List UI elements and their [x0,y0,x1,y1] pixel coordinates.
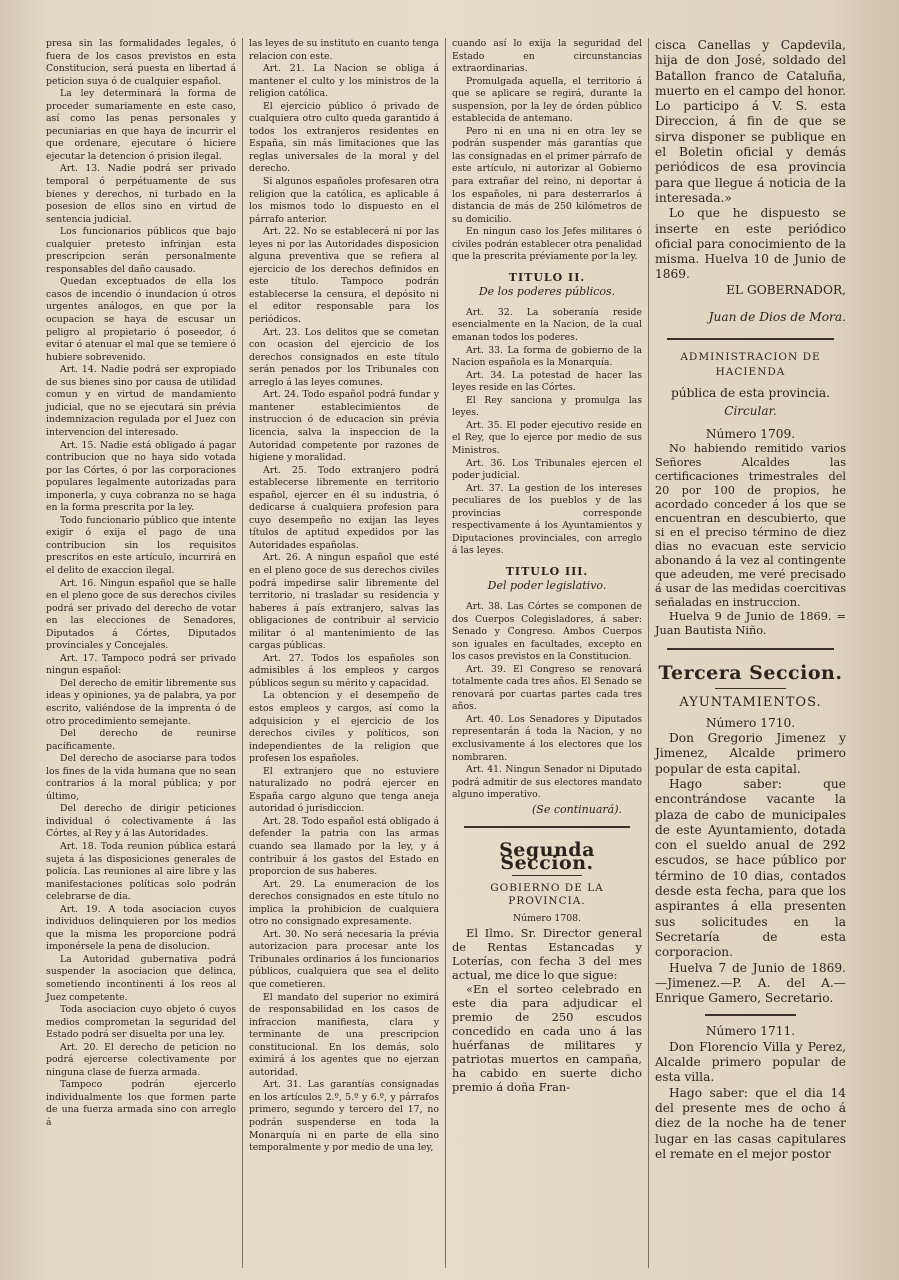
paragraph: Del derecho de asociarse para todos los fines de la vida humana que no sean contrarios á la moral pública; y por último, [46,753,236,802]
paragraph: La ley determinará la forma de proceder sumariamente en este caso, así como las penas personales y pecuniarias en que haya de incurrir el que ordenare, ejecutare ó hiciere ejecutar la detencion ó prision ilegal. [46,88,236,162]
column-3 [446,38,649,1268]
governor-name: Juan de Dios de Mora. [708,310,846,325]
paragraph: Art. 19. A toda asociacion cuyos individuos delinquieren por los medios que la misma les proporcione podrá imponérsele la pena de disolucion. [46,903,236,953]
paragraph: Art. 37. La gestion de los intereses peculiares de los pueblos y de las provincias corresponde respectivamente á los Ayuntamientos y Diputaciones provinciales, con arreglo á las leyes. [452,482,642,557]
paragraph: El extranjero que no estuviere naturalizado no podrá ejercer en España cargo alguno que tenga aneja autoridad ó jurisdiccion. [249,765,439,815]
paragraph: Art. 20. El derecho de peticion no podrá ejercerse colectivamente por ninguna clase de fuerza armada. [46,1041,236,1078]
paragraph: Art. 36. Los Tribunales ejercen el poder judicial. [452,457,642,482]
continued-note: (Se continuará). [532,802,622,816]
paragraph: Art. 39. El Congreso se renovará totalmente cada tres años. El Senado se renovará por cuartas partes cada tres años. [452,663,642,713]
paragraph: Lo que he dispuesto se inserte en este periódico oficial para conocimiento de la misma. Huelva 10 de Junio de 1869. [655,206,846,282]
paragraph: Art. 26. A ningun español que esté en el pleno goce de sus derechos civiles podrá impedirse salir libremente del territorio, ni trasladar su residencia y haberes á país extranjero, salvas las obligaciones de contribuir al servicio militar ó al mantenimiento de las cargas públicas. [249,552,439,652]
notice-number: Número 1709. [705,426,796,441]
paragraph: Art. 34. La potestad de hacer las leyes reside en las Córtes. [452,369,642,394]
paragraph: Pero ni en una ni en otra ley se podrán suspender más garantías que las consignadas en el primer párrafo de este artículo, ni autorizar al Gobierno para extrañar del reino, ni deportar á los españoles, ni para desterrarlos á distancia de más de 250 kilómetros de su domicilio. [452,125,642,225]
notice-number: Número 1710. [705,715,796,730]
paragraph: Quedan exceptuados de ella los casos de incendio ó inundacion ú otros urgentes análogos, en que por la ocupacion se haya de escusar un peligro al propietario ó poseedor, ó evitar ó atenuar el mal que se temiere ó hubiere sobrevenido. [46,276,236,363]
paragraph: las leyes de su instituto en cuanto tenga relacion con este. [249,38,439,62]
admin-heading: ADMINISTRACION DE HACIENDA [680,350,821,379]
paragraph: Art. 14. Nadie podrá ser expropiado de sus bienes sino por causa de utilidad comun y en virtud de mandamiento judicial, que no se ejecutará sin prévia indemnizacion regulada por el Juez con intervencion del interesado. [46,364,236,438]
paragraph: Art. 28. Todo español está obligado á defender la patria con las armas cuando sea llamado por la ley, y á contribuir á los gastos del Estado en proporcion de sus haberes. [249,815,439,878]
paragraph: Hago saber: que encontrándose vacante la plaza de cabo de municipales de este Ayuntamiento, dotada con el sueldo anual de 292 escudos, se hace público por término de 10 dias, contados desde esta fecha, para que los aspirantes á ella presenten sus solicitudes en la Secretaría de esta corporacion. [655,776,846,960]
paragraph: Del derecho de emitir libremente sus ideas y opiniones, ya de palabra, ya por escrito, valiéndose de la imprenta ó de otro procedimiento semejante. [46,677,236,727]
paragraph: Art. 17. Tampoco podrá ser privado ningun español: [46,652,236,677]
paragraph: No habiendo remitido varios Señores Alcaldes las certificaciones trimestrales del 20 por 100 de propios, he acordado conceder á los que se encuentran en descubierto, que si en el preciso término de diez dias no evacuan este servicio abonando á la vez al contingente que adeuden, me veré precisado á usar de las medidas coercitivas señaladas en instruccion. [655,442,846,610]
paragraph: Art. 32. La soberanía reside esencialmente en la Nacion, de la cual emanan todos los poderes. [452,306,642,344]
title-ii-subheading: De los poderes públicos. [478,285,616,299]
gobierno-heading: GOBIERNO DE LA PROVINCIA. [490,882,604,907]
paragraph: Art. 33. La forma de gobierno de la Nacion española es la Monarquía. [452,344,642,369]
column-4 [649,38,852,1268]
paragraph: Art. 41. Ningun Senador ni Diputado podrá admitir de sus electores mandato alguno imperativo. [452,764,642,801]
paragraph: Art. 15. Nadie está obligado á pagar contribucion que no haya sido votada por las Córtes, ó por las corporaciones populares legalmente autorizadas para imponerla, y cuya cobranza no se haga en la forma prescrita por la ley. [46,439,236,514]
paragraph: Don Gregorio Jimenez y Jimenez, Alcalde primero popular de esta capital. [655,731,846,776]
column-2 [243,38,446,1268]
section-divider [667,648,834,650]
column-1 [40,38,243,1268]
governor-title: EL GOBERNADOR, [726,282,846,297]
title-iii-subheading: Del poder legislativo. [487,579,607,593]
paragraph: Art. 18. Toda reunion pública estará sujeta á las disposiciones generales de policía. Las reuniones al aire libre y las manifestaciones políticas solo podrán celebrarse de dia. [46,841,236,903]
paragraph: Art. 16. Ningun español que se halle en el pleno goce de sus derechos civiles podrá ser privado del derecho de votar en las elecciones de Senadores, Diputados á Córtes, Diputados provinciales y Concejales. [46,577,236,652]
ayuntamientos-heading: AYUNTAMIENTOS. [679,694,822,710]
section-2-heading: Segunda Seccion. [499,839,595,874]
paragraph: Todo funcionario público que intente exigir ó exija el pago de una contribucion sin los requisitos prescritos en este artículo, incurrirá en el delito de exaccion ilegal. [46,514,236,576]
paragraph: Art. 30. No será necesaria la prévia autorizacion para procesar ante los Tribunales ordinarios á los funcionarios públicos, cualquiera que sea el delito que cometieren. [249,928,439,991]
paragraph: Huelva 7 de Junio de 1869.—Jimenez.—P. A. del A.—Enrique Gamero, Secretario. [655,960,846,1006]
paragraph: Art. 25. Todo extranjero podrá establecerse libremente en territorio español, ejercer en él su industria, ó dedicarse á cualquiera profesion para cuyo desempeño no exijan las leyes títulos de aptitud expedidos por las Autoridades españolas. [249,464,439,551]
paragraph: El Ilmo. Sr. Director general de Rentas Estancadas y Loterías, con fecha 3 del mes actual, me dice lo que sigue: [452,926,642,982]
paragraph: Hago saber: que el dia 14 del presente mes de ocho á diez de la noche ha de tener lugar en las casas capitulares el remate en el mejor postor [655,1085,846,1161]
paragraph: cisca Canellas y Capdevila, hija de don José, soldado del Batallon franco de Cataluña, muerto en el campo del honor. Lo participo á V. S. esta Direccion, á fin de que se sirva disponer se publique en el Boletin oficial y demás periódicos de esa provincia para que llegue á noticia de la interesada.» [655,38,846,205]
notice-number: Número 1711. [705,1024,796,1039]
paragraph: El Rey sanciona y promulga las leyes. [452,394,642,419]
paragraph: El mandato del superior no eximirá de responsabilidad en los casos de infraccion manifiesta, clara y terminante de una prescripcion constitucional. En los demás, solo eximirá á los agentes que no ejerzan autoridad. [249,991,439,1078]
notice-number: Número 1708. [512,913,582,925]
paragraph: Art. 35. El poder ejecutivo reside en el Rey, que lo ejerce por medio de sus Ministros. [452,419,642,456]
paragraph: Art. 27. Todos los españoles son admisibles á los empleos y cargos públicos segun su mérito y capacidad. [249,652,439,689]
paragraph: En ningun caso los Jefes militares ó civiles podrán establecer otra penalidad que la prescrita préviamente por la ley. [452,226,642,263]
title-iii-heading: TITULO III. [505,564,589,578]
section-3-heading: Tercera Seccion. [658,662,843,685]
paragraph: Art. 31. Las garantías consignadas en los artículos 2.º, 5.º y 6.º, y párrafos primero, segundo y tercero del 17, no podrán suspenderse en toda la Monarquía ni en parte de ella sino temporalmente y por medio de una ley, [249,1079,439,1154]
paragraph: La Autoridad gubernativa podrá suspender la asociacion que delinca, sometiendo incontinenti á los reos al Juez competente. [46,953,236,1003]
paragraph: cuando así lo exija la seguridad del Estado en circunstancias extraordinarias. [452,38,642,75]
paragraph: Huelva 9 de Junio de 1869. = Juan Bautista Niño. [655,610,846,638]
paragraph: presa sin las formalidades legales, ó fuera de los casos previstos en esta Constitucion, será puesta en libertad á peticion suya ó de cualquier español. [46,38,236,87]
paragraph: Toda asociacion cuyo objeto ó cuyos medios comprometan la seguridad del Estado podrá ser disuelta por una ley. [46,1004,236,1041]
paragraph: Art. 24. Todo español podrá fundar y mantener establecimientos de instruccion ó de educacion sin prévia licencia, salva la inspeccion de la Autoridad competente por razones de higiene y moralidad. [249,389,439,464]
paragraph: Art. 21. La Nacion se obliga á mantener el culto y los ministros de la religion católica. [249,63,439,100]
paragraph: El ejercicio público ó privado de cualquiera otro culto queda garantido á todos los extranjeros residentes en España, sin más limitaciones que las reglas universales de la moral y del derecho. [249,100,439,175]
paragraph: Don Florencio Villa y Perez, Alcalde primero popular de esta villa. [655,1039,846,1085]
paragraph: Los funcionarios públicos que bajo cualquier pretesto infrinjan esta prescripcion serán personalmente responsables del daño causado. [46,226,236,275]
paragraph: Tampoco podrán ejercerlo individualmente los que formen parte de una fuerza armada sino con arreglo á [46,1079,236,1129]
paragraph: La obtencion y el desempeño de estos empleos y cargos, así como la adquisicion y el ejercicio de los derechos civiles y políticos, son independientes de la religion que profesen los españoles. [249,690,439,765]
title-ii-heading: TITULO II. [508,270,586,284]
paragraph: Art. 13. Nadie podrá ser privado temporal ó perpétuamente de sus bienes y derechos, ni turbado en la posesion de ellos sino en virtud de sentencia judicial. [46,163,236,225]
divider [715,688,786,689]
paragraph: Del derecho de dirigir peticiones individual ó colectivamente á las Córtes, al Rey y á las Autoridades. [46,803,236,840]
paragraph: Art. 29. La enumeracion de los derechos consignados en este título no implica la prohibicion de cualquiera otro no consignado expresamente. [249,878,439,928]
paragraph: Promulgada aquella, el territorio á que se aplicare se regirá, durante la suspension, por la ley de órden público establecida de antemano. [452,75,642,125]
paragraph: Art. 22. No se establecerá ni por las leyes ni por las Autoridades disposicion alguna preventiva que se refiera al ejercicio de los derechos definidos en este título. Tampoco podrán establecerse la censura, el depósito ni el editor responsable para los periódicos. [249,226,439,326]
paragraph: Si algunos españoles profesaren otra religion que la católica, es aplicable á los mismos todo lo dispuesto en el párrafo anterior. [249,176,439,225]
circular-heading: Circular. [724,403,777,418]
admin-subheading: pública de esta provincia. [670,386,831,401]
divider [512,875,582,876]
divider [705,1014,796,1016]
paragraph: Art. 23. Los delitos que se cometan con ocasion del ejercicio de los derechos consignados en este título serán penados por los Tribunales con arreglo á las leyes comunes. [249,326,439,388]
section-divider [464,826,630,828]
paragraph: Art. 38. Las Córtes se componen de dos Cuerpos Colegisladores, á saber: Senado y Congreso. Ambos Cuerpos son iguales en facultades, excepto en los casos previstos en la Constitucion. [452,600,642,663]
paragraph: Del derecho de reunirse pacíficamente. [46,728,236,752]
paragraph: «En el sorteo celebrado en este dia para adjudicar el premio de 250 escudos concedido en cada uno á las huérfanas de militares y patriotas muertos en campaña, ha cabido en suerte dicho premio á doña Fran- [452,982,642,1094]
section-divider [667,338,834,340]
paragraph: Art. 40. Los Senadores y Diputados representarán á toda la Nacion, y no exclusivamente á los electores que los nombraren. [452,713,642,763]
